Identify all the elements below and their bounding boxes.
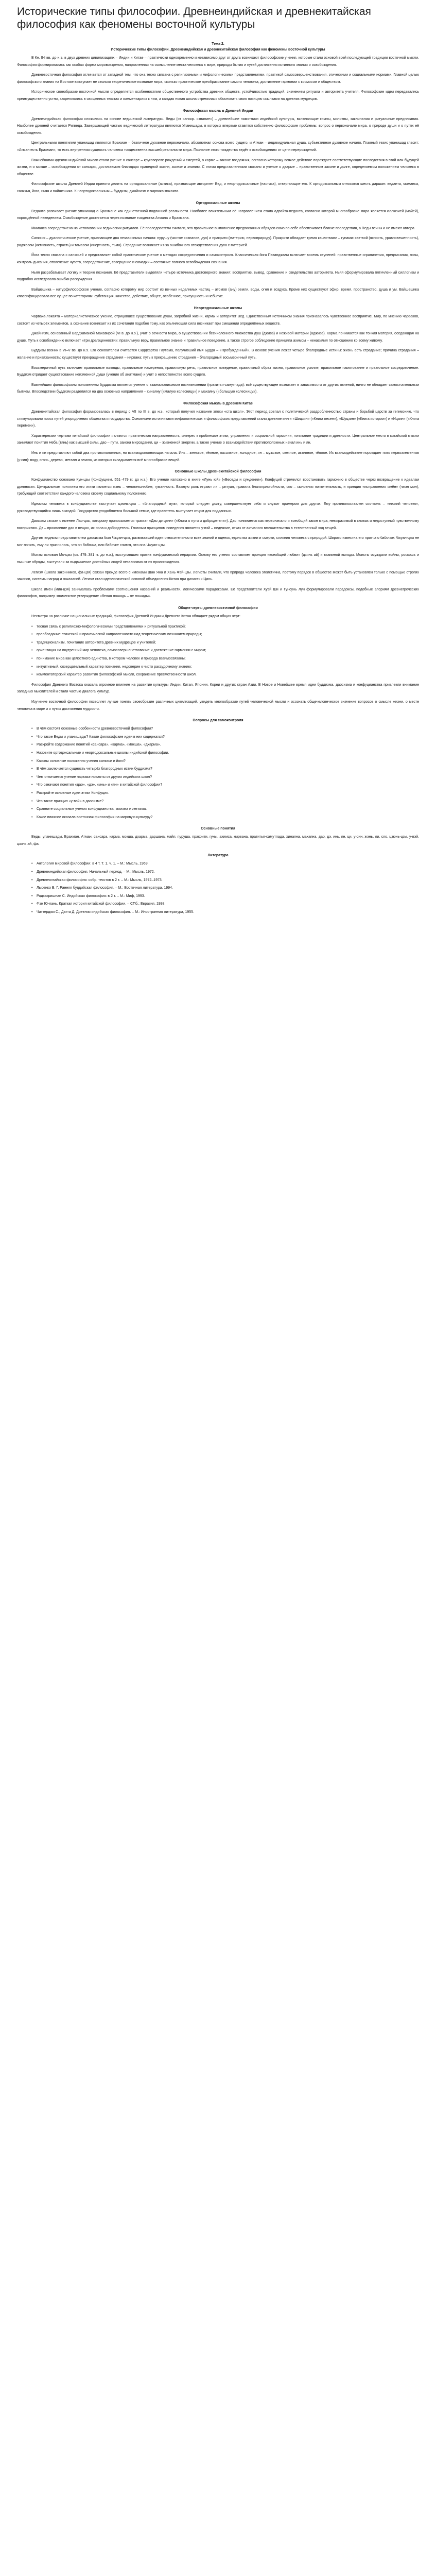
section-heading: Основные школы древнекитайской философии [175, 470, 261, 474]
list-item-text: Сравните социальные учения конфуцианства, моизма и легизма. [37, 807, 147, 811]
document-section [17, 55, 419, 103]
document-section [17, 827, 419, 848]
bullet-icon: • [31, 640, 33, 645]
bullet-icon: • [31, 862, 33, 866]
paragraph: В Кн. II-I вв. до н.э. в двух древних цивилизациях – Индии и Китае – практически одновременно и независимо друг от друга возникают философские учения, которые стали основой всей последующей традиции восточной мысли. Философия формировалась как особая форма мировоззрения, направленная на осмысление места человека в мире, природы бытия и путей достижения истинного знания и освобождения. [17, 56, 419, 67]
paragraph: Восьмеричный путь включает правильные взгляды, правильные намерения, правильную речь, правильное поведение, правильный образ жизни, правильное усилие, правильное памятование и правильное сосредоточение. Буддизм отрицает существование неизменной души (учение об анатмане) и учит о непостоянстве всего сущего. [17, 366, 419, 377]
list-item [31, 623, 419, 631]
paragraph: Несмотря на различие национальных традиций, философия Древней Индии и Древнего Китая обладает рядом общих черт: [31, 615, 240, 619]
list-item-text: Каковы основные положения учения санкхьи и йоги? [37, 759, 126, 763]
list-item [31, 725, 419, 733]
list-item [31, 790, 419, 797]
list-item [31, 655, 419, 663]
list-item [31, 877, 419, 884]
list-item-text: тесная связь с религиозно-мифологическими представлениями и ритуальной практикой; [37, 624, 186, 629]
list-item [31, 631, 419, 638]
list-item [31, 901, 419, 908]
section-heading: Ортодоксальные школы [196, 201, 240, 205]
document-section [17, 307, 419, 396]
bullet-icon: • [31, 894, 33, 898]
document-body [17, 55, 419, 916]
paragraph: Конфуцианство основано Кун-цзы (Конфуцием, 551–479 гг. до н.э.). Его учение изложено в книге «Лунь юй» («Беседы и суждения»). Конфуций стремился восстановить гармонию в обществе через возвращение к идеалам древности. Центральным понятием его этики является жэнь – человеколюбие, гуманность. Важную роль играют ли – ритуал, правила благопристойности, сяо – сыновняя почтительность, и принцип «исправления имён» (чжэн мин), требующий соответствия каждого человека своему социальному положению. [17, 478, 419, 496]
bullet-icon: • [31, 743, 33, 747]
paragraph: Моизм основан Мо-цзы (ок. 479–381 гг. до н.э.), выступавшим против конфуцианской иерархии. Основу его учения составляет принцип «всеобщей любви» (цзянь ай) и взаимной выгоды. Моисты осуждали войны, роскошь и пышные обряды, выступали за выдвижение достойных людей независимо от их происхождения. [17, 553, 419, 565]
paragraph: Веданта развивает учение упанишад о Брахмане как единственной подлинной реальности. Наиболее влиятельным её направлением стала адвайта-веданта, согласно которой многообразие мира является иллюзией (майей), порождённой неведением. Освобождение достигается через познание тождества Атмана и Брахмана. [17, 209, 419, 221]
list-item [31, 860, 419, 868]
list-item-text: Древнеиндийская философия. Начальный период. – М.: Мысль, 1972. [37, 870, 155, 874]
document-title: Исторические типы философии. Древнеиндийская и древнекитайская философия как феномены восточной культуры [17, 6, 371, 30]
paragraph: Миманса сосредоточена на истолковании ведических ритуалов. Её последователи считали, что правильное выполнение предписанных обрядов само по себе обеспечивает благие последствия, а Веды вечны и не имеют автора. [31, 226, 415, 230]
bullet-icon: • [31, 633, 33, 637]
paragraph: Даосизм связан с именем Лао-цзы, которому приписывается трактат «Дао дэ цзин» («Книга о пути и добродетели»). Дао понимается как первоначало и всеобщий закон мира, невыразимый в словах и недоступный чувственному восприятию. Дэ – проявление дао в вещах, их сила и добродетель. Главным принципом поведения является у-вэй – недеяние, отказ от активного вмешательства в естественный ход вещей. [17, 519, 419, 530]
list-item-text: Назовите ортодоксальные и неортодоксальные школы индийской философии. [37, 751, 169, 755]
paragraph: Вайшешика – натурфилософское учение, согласно которому мир состоит из вечных неделимых частиц – атомов (ану) земли, воды, огня и воздуха. Кроме них существуют эфир, время, пространство, душа и ум. Вайшешика классифицировала все сущее по категориям: субстанция, качество, действие, общее, особенное, присущность и небытие. [17, 287, 419, 299]
paragraph: Идеалом человека в конфуцианстве выступает цзюнь-цзы – «благородный муж», который следует долгу, совершенствует себя и служит примером для других. Ему противопоставлен сяо-жэнь – «низкий человек», руководствующийся лишь выгодой. Государство уподобляется большой семье, где правитель выступает отцом для подданных. [17, 502, 419, 513]
paragraph: Легизм (школа законников, фа-цзя) связан прежде всего с именами Шан Яна и Хань Фэй-цзы. Легисты считали, что природа человека эгоистична, поэтому порядок в обществе может быть установлен только с помощью строгих законов, системы наград и наказаний. Легизм стал идеологической основой объединения Китая при династии Цинь. [17, 570, 419, 582]
bullet-icon: • [31, 910, 33, 914]
list-item [31, 750, 419, 757]
document-section [17, 854, 419, 916]
paragraph: Джайнизм, основанный Вардхаманой Махавирой (VI в. до н.э.), учит о вечности мира, о существовании бесчисленного множества душ (джива) и неживой материи (аджива). Карма понимается как тонкая материя, оседающая на душе. Путь к освобождению включает «три драгоценности»: правильную веру, правильное знание и правильное поведение, а также строгое соблюдение принципа ахимсы – ненасилия по отношению ко всему живому. [17, 332, 419, 343]
document-section [17, 402, 419, 464]
document-section [17, 606, 419, 713]
list-item [31, 647, 419, 654]
list-item [31, 766, 419, 773]
list-item [31, 664, 419, 671]
bullet-icon: • [31, 624, 33, 629]
bullet-icon: • [31, 735, 33, 739]
list-item [31, 869, 419, 876]
section-heading: Общие черты древневосточной философии [178, 606, 258, 611]
list-item-text: ориентация на внутренний мир человека, самосовершенствование и достижение гармонии с миром; [37, 649, 206, 653]
paragraph: Древневосточная философия отличается от западной тем, что она тесно связана с религиозными и мифологическими представлениями, практикой самосовершенствования, этическими и социальными нормами. Главной целью философского знания на Востоке выступает не столько теоретическое познание мира, сколько практическое преобразование самого человека, достижение гармонии с космосом и обществом. [17, 73, 419, 84]
paragraph: Историческое своеобразие восточной мысли определяется особенностями общественного устройства древних обществ, устойчивостью традиций, значением ритуала и авторитета учителя. Философские идеи передавались преимущественно устно, закреплялись в священных текстах и комментариях к ним, а каждая новая школа стремилась обосновать свою позицию ссылками на древних мудрецов. [17, 90, 419, 101]
list-item-text: Фэн Ю-лань. Краткая история китайской философии. – СПб.: Евразия, 1998. [37, 902, 166, 906]
list-item [31, 734, 419, 741]
list-item-text: Чаттерджи С., Датта Д. Древняя индийская философия. – М.: Иностранная литература, 1955. [37, 910, 195, 914]
bullet-icon: • [31, 751, 33, 755]
list-item [31, 774, 419, 781]
list-item-text: Какое влияние оказала восточная философия на мировую культуру? [37, 815, 153, 819]
document-section [17, 109, 419, 195]
bullet-icon: • [31, 727, 33, 731]
paragraph: Веды, упанишады, Брахман, Атман, сансара, карма, мокша, дхарма, даршана, майя, пуруша, пракрити, гуны, ахимса, нирвана, пратитья-самутпада, хинаяна, махаяна, дао, дэ, инь, ян, ци, у-син, жэнь, ли, сяо, цзюнь-цзы, у-вэй, цзянь ай, фа. [17, 835, 419, 846]
section-heading: Литература [207, 854, 229, 858]
bullet-icon: • [31, 665, 33, 669]
paragraph: Чарвака-локаята – материалистическое учение, отрицавшее существование души, загробной жизни, кармы и авторитет Вед. Единственным источником знания признавалось чувственное восприятие. Мир, по мнению чарваков, состоит из четырёх элементов, а сознание возникает из их сочетания подобно тому, как опьяняющая сила возникает при смешении определённых веществ. [17, 315, 419, 326]
list-item [31, 885, 419, 892]
list-item-text: Антология мировой философии: в 4 т. Т. 1, ч. 1. – М.: Мысль, 1969. [37, 862, 149, 866]
bullet-icon: • [31, 657, 33, 660]
bullet-icon: • [31, 783, 33, 787]
paragraph: Древнекитайская философия формировалась в период с VII по III в. до н.э., который получил название эпохи «ста школ». Этот период совпал с политической раздробленностью страны и борьбой царств за гегемонию, что стимулировало поиск путей упорядочения общества и государства. Основными источниками мифологических и философских представлений стали древние книги «Шицзин» («Книга песен»), «Шуцзин» («Книга истории») и «Ицзин» («Книга перемен»). [17, 410, 419, 428]
list-item-text: Что означают понятия «дао», «дэ», «инь» и «ян» в китайской философии? [37, 783, 163, 787]
bullet-list [17, 623, 419, 679]
list-item-text: Чем отличается учение чарвака-локаяты от других индийских школ? [37, 775, 152, 779]
list-item [31, 758, 419, 765]
list-item-text: Что такое принцип «у-вэй» в даосизме? [37, 799, 104, 803]
topic-subtitle: Исторические типы философии. Древнеиндийская и древнекитайская философия как феномены восточной культуры [111, 48, 325, 52]
bullet-icon: • [31, 767, 33, 771]
paragraph: Важнейшими идеями индийской мысли стали учение о сансаре – круговороте рождений и смертей, о карме – законе воздаяния, согласно которому всякое действие порождает соответствующие последствия в этой или будущей жизни, и о мокше – освобождении от сансары, достигаемом благодаря праведной жизни, аскезе и знанию. С этими представлениями связано и учение о дхарме – нравственном законе и долге, определяемом положением человека в обществе. [17, 158, 419, 176]
bullet-icon: • [31, 886, 33, 890]
document-page [0, 0, 436, 923]
bullet-list [17, 725, 419, 821]
section-heading: Вопросы для самоконтроля [193, 719, 243, 723]
paragraph: Санкхья – дуалистическое учение, признающее два независимых начала: пурушу (чистое сознание, дух) и пракрити (материю, первоприроду). Пракрити обладает тремя качествами – гунами: саттвой (ясность, уравновешенность), раджасом (активность, страсть) и тамасом (инертность, тьма). Страдание возникает из-за ошибочного отождествления духа с материей. [17, 236, 419, 247]
list-item-text: Раскройте содержание понятий «сансара», «карма», «мокша», «дхарма». [37, 743, 161, 747]
list-item [31, 639, 419, 647]
list-item [31, 806, 419, 813]
bullet-icon: • [31, 759, 33, 763]
paragraph: Центральными понятиями упанишад являются Брахман – безличное духовное первоначало, абсолютная основа всего сущего, и Атман – индивидуальная душа, субъективное духовное начало. Главный тезис упанишад гласит: «Атман есть Брахман», то есть внутренняя сущность человека тождественна высшей реальности мира. Познание этого тождества ведёт к освобождению от цепи перерождений. [17, 141, 419, 152]
list-item-text: интуитивный, созерцательный характер познания, недоверие к чисто рассудочному знанию; [37, 665, 192, 669]
paragraph: Йога тесно связана с санкхьей и представляет собой практическое учение о методах сосредоточения и самоконтроля. Классическая йога Патанджали включает восемь ступеней: нравственные ограничения, предписания, позы, контроль дыхания, отвлечение чувств, сосредоточение, созерцание и самадхи – состояние полного освобождения сознания. [17, 253, 419, 265]
bullet-icon: • [31, 799, 33, 803]
bullet-icon: • [31, 807, 33, 811]
bullet-icon: • [31, 902, 33, 906]
document-section [17, 201, 419, 301]
bullet-list [17, 860, 419, 916]
bullet-icon: • [31, 815, 33, 819]
list-item [31, 909, 419, 916]
bullet-icon: • [31, 791, 33, 795]
document-section [17, 470, 419, 600]
paragraph: Ньяя разрабатывает логику и теорию познания. Её представители выделяли четыре источника достоверного знания: восприятие, вывод, сравнение и свидетельство авторитета. Ньяя сформулировала пятичленный силлогизм и подробно исследовала ошибки рассуждения. [17, 270, 419, 282]
bullet-icon: • [31, 878, 33, 882]
paragraph: Древнеиндийская философия сложилась на основе ведической литературы. Веды (от санскр. «знание») – древнейшие памятники индийской культуры, включающие гимны, молитвы, заклинания и ритуальные предписания. Наиболее древней считается Ригведа. Завершающей частью ведической литературы являются Упанишады, в которых впервые ставятся собственно философские проблемы: вопрос о первоначале мира, о природе души и о путях её освобождения. [17, 117, 419, 135]
list-item-text: комментаторский характер развития философской мысли, сохранение преемственности школ. [37, 673, 197, 677]
bullet-icon: • [31, 649, 33, 653]
paragraph: Буддизм возник в VI–V вв. до н.э. Его основателем считается Сиддхартха Гаутама, получивший имя Будда – «Пробуждённый». В основе учения лежат четыре благородные истины: жизнь есть страдание; причина страдания – желание и привязанность; существует прекращение страдания – нирвана; путь к прекращению страдания – благородный восьмеричный путь. [17, 349, 419, 360]
list-item [31, 893, 419, 900]
list-item-text: Раскройте основные идеи этики Конфуция. [37, 791, 110, 795]
topic-label: Тема 2. [212, 42, 224, 46]
list-item [31, 741, 419, 749]
bullet-icon: • [31, 870, 33, 874]
bullet-icon: • [31, 673, 33, 677]
paragraph: Школа имён (мин-цзя) занималась проблемами соотношения названий и реальности, логическими парадоксами. Её представители Хуэй Ши и Гунсунь Лун формулировали парадоксы, подобные апориям древнегреческих философов, например знаменитое утверждение «белая лошадь – не лошадь». [17, 587, 419, 599]
list-item-text: Лысенко В. Г. Ранняя буддийская философия. – М.: Восточная литература, 1994. [37, 886, 173, 890]
paragraph: Инь и ян представляют собой два противоположных, но взаимодополняющих начала. Инь – женское, тёмное, пассивное, холодное; ян – мужское, светлое, активное, тёплое. Их взаимодействие порождает пять первоэлементов (у-син): воду, огонь, дерево, металл и землю, из которых складывается всё многообразие вещей. [17, 451, 419, 462]
section-heading: Философская мысль в Древней Индии [183, 109, 253, 113]
document-section [17, 719, 419, 821]
list-item [31, 671, 419, 679]
paragraph: Важнейшим философским положением буддизма является учение о взаимозависимом возникновении (пратитья-самутпада): всё существующее возникает в зависимости от других явлений, ничто не обладает самостоятельным бытием. Впоследствии буддизм разделился на два основных направления – хинаяну («малую колесницу») и махаяну («большую колесницу»). [17, 383, 419, 394]
paragraph: Другим видным представителем даосизма был Чжуан-цзы, развивавший идеи относительности всех знаний и оценок, единства жизни и смерти, слияния человека с природой. Широко известна его притча о бабочке: Чжуан-цзы не мог понять, ему ли приснилось, что он бабочка, или бабочке снится, что она Чжуан-цзы. [17, 536, 419, 547]
section-heading: Основные понятия [201, 827, 235, 831]
list-item-text: Радхакришнан С. Индийская философия: в 2 т. – М.: Миф, 1993. [37, 894, 145, 898]
list-item-text: В чём состоят основные особенности древневосточной философии? [37, 727, 153, 731]
paragraph: Философские школы Древней Индии принято делить на ортодоксальные (астика), признающие авторитет Вед, и неортодоксальные (настика), отвергающие его. К ортодоксальным относятся шесть даршан: веданта, миманса, санкхья, йога, ньяя и вайшешика. К неортодоксальным – буддизм, джайнизм и чарвака-локаята. [17, 182, 419, 193]
section-heading: Философская мысль в Древнем Китае [183, 401, 253, 405]
list-item [31, 782, 419, 789]
paragraph: Философия Древнего Востока оказала огромное влияние на развитие культуры Индии, Китая, Японии, Кореи и других стран Азии. В Новое и Новейшее время идеи буддизма, даосизма и конфуцианства привлекли внимание западных мыслителей и стали частью диалога культур. [17, 683, 419, 694]
list-item-text: понимание мира как целостного единства, в котором человек и природа взаимосвязаны; [37, 657, 186, 660]
list-item-text: Древнекитайская философия: собр. текстов в 2 т. – М.: Мысль, 1972–1973. [37, 878, 163, 882]
list-item-text: преобладание этической и практической направленности над теоретическим познанием природы; [37, 633, 202, 637]
list-item-text: Что такое Веды и упанишады? Какие философские идеи в них содержатся? [37, 735, 165, 739]
paragraph: Характерными чертами китайской философии являются практическая направленность, интерес к проблемам этики, управления и социальной гармонии, почитание традиции и древности. Центральное место в китайской мысли занимают понятия Неба (тянь) как высшей силы, дао – пути, закона мироздания, ци – жизненной энергии, а также учение о взаимодействии противоположных начал инь и ян. [17, 434, 419, 445]
list-item-text: В чём заключается сущность четырёх благородных истин буддизма? [37, 767, 152, 771]
bullet-icon: • [31, 775, 33, 779]
list-item [31, 798, 419, 805]
section-heading: Неортодоксальные школы [194, 307, 242, 311]
list-item-text: традиционализм, почитание авторитета древних мудрецов и учителей; [37, 640, 156, 645]
list-item [31, 814, 419, 821]
paragraph: Изучение восточной философии позволяет лучше понять своеобразие различных цивилизаций, увидеть многообразие путей человеческой мысли и осознать общечеловеческое значение вопросов о смысле жизни, о месте человека в мире и о путях достижения мудрости. [17, 700, 419, 711]
